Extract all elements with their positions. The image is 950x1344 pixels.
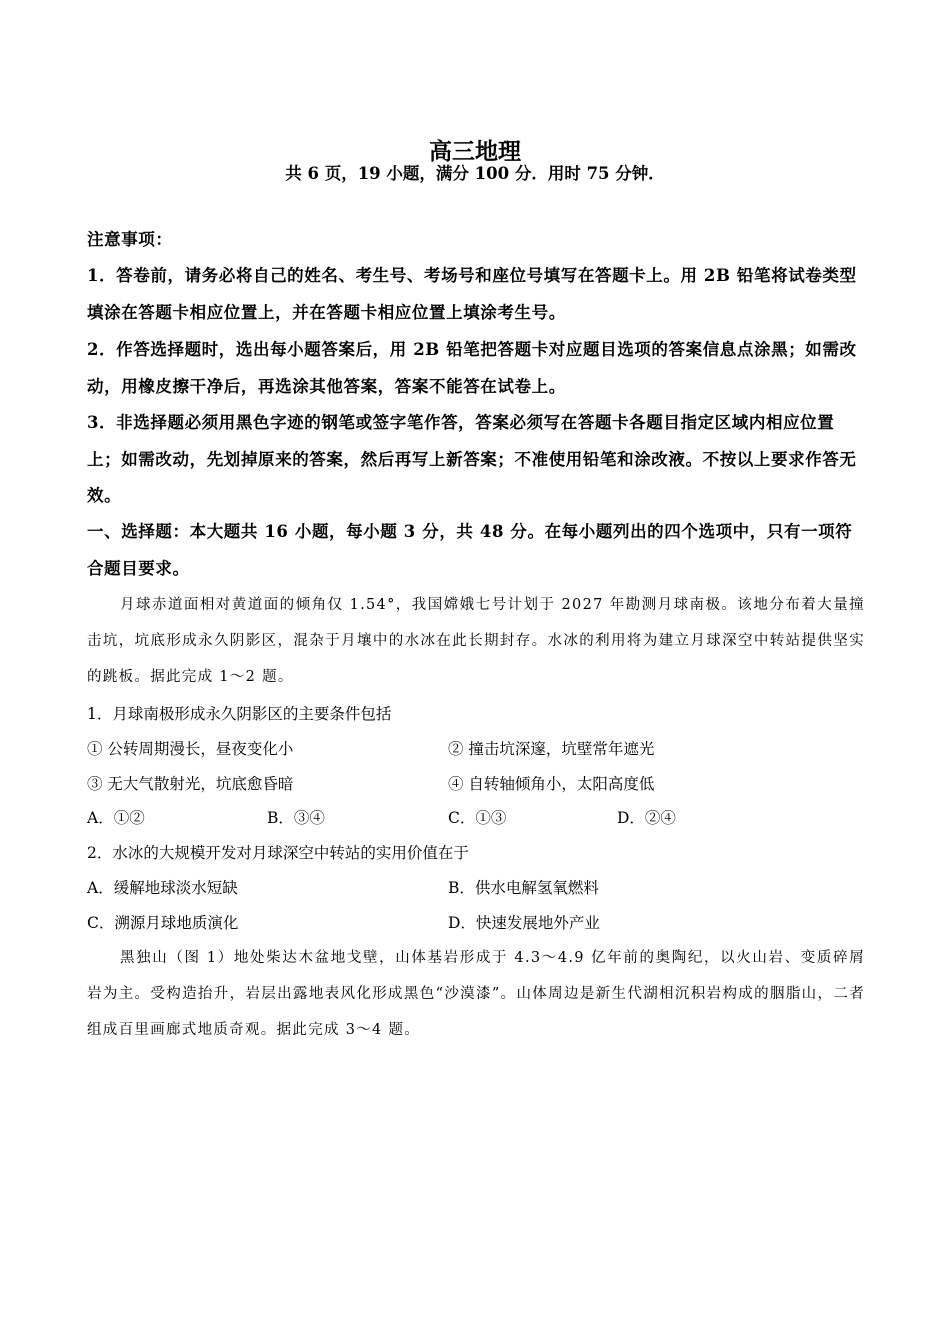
notice-label: 注意事项： xyxy=(87,230,173,249)
question-2-choice-c: C．溯源月球地质演化 xyxy=(87,914,239,932)
question-1-stem: 1．月球南极形成永久阴影区的主要条件包括 xyxy=(87,705,392,723)
question-1-choice-d: D．②④ xyxy=(617,809,676,827)
question-1-item-4: ④ 自转轴倾角小，太阳高度低 xyxy=(448,775,655,793)
question-1-choice-b: B．③④ xyxy=(267,809,325,827)
notice-item-1: 1．答卷前，请务必将自己的姓名、考生号、考场号和座位号填写在答题卡上。用 2B 铅笔将试卷类型填涂在答题卡相应位置上，并在答题卡相应位置上填涂考生号。 xyxy=(87,266,857,322)
question-2-choice-b: B．供水电解氢氧燃料 xyxy=(448,879,599,897)
section-heading: 一、选择题：本大题共 16 小题，每小题 3 分，共 48 分。在每小题列出的四个选项中，只有一项符合题目要求。 xyxy=(87,522,853,578)
question-2-stem: 2．水冰的大规模开发对月球深空中转站的实用价值在于 xyxy=(87,844,469,862)
question-1-item-3: ③ 无大气散射光，坑底愈昏暗 xyxy=(87,775,294,793)
question-1-item-1: ① 公转周期漫长，昼夜变化小 xyxy=(87,740,294,758)
reading-passage-2: 黑独山（图 1）地处柴达木盆地戈壁，山体基岩形成于 4.3～4.9 亿年前的奥陶纪，以火山岩、变质碎屑岩为主。受构造抬升，岩层出露地表风化形成黑色“沙漠漆”。山体周边是新生代湖相沉积岩构成的胭脂山，二者组成百里画廊式地质奇观。据此完成 3～4 题。 xyxy=(87,950,865,1038)
question-2-choice-a: A．缓解地球淡水短缺 xyxy=(87,879,238,897)
exam-info: 共 6 页，19 小题，满分 100 分．用时 75 分钟． xyxy=(285,164,665,183)
page-title: 高三地理 xyxy=(429,138,521,165)
question-1-item-2: ② 撞击坑深邃，坑壁常年遮光 xyxy=(448,740,655,758)
reading-passage-1: 月球赤道面相对黄道面的倾角仅 1.54°，我国嫦娥七号计划于 2027 年勘测月球南极。该地分布着大量撞击坑，坑底形成永久阴影区，混杂于月壤中的水冰在此长期封存。水冰的利用将为建立月球深空中转站提供坚实的跳板。据此完成 1～2 题。 xyxy=(87,597,865,685)
question-2-choice-d: D．快速发展地外产业 xyxy=(448,914,600,932)
question-1-choice-a: A．①② xyxy=(87,809,145,827)
question-1-choice-c: C．①③ xyxy=(448,809,507,827)
notice-item-3: 3．非选择题必须用黑色字迹的钢笔或签字笔作答，答案必须写在答题卡各题目指定区域内相应位置上；如需改动，先划掉原来的答案，然后再写上新答案；不准使用铅笔和涂改液。不按以上要求作答无效。 xyxy=(87,413,857,505)
notice-item-2: 2．作答选择题时，选出每小题答案后，用 2B 铅笔把答题卡对应题目选项的答案信息点涂黑；如需改动，用橡皮擦干净后，再选涂其他答案，答案不能答在试卷上。 xyxy=(87,340,857,396)
